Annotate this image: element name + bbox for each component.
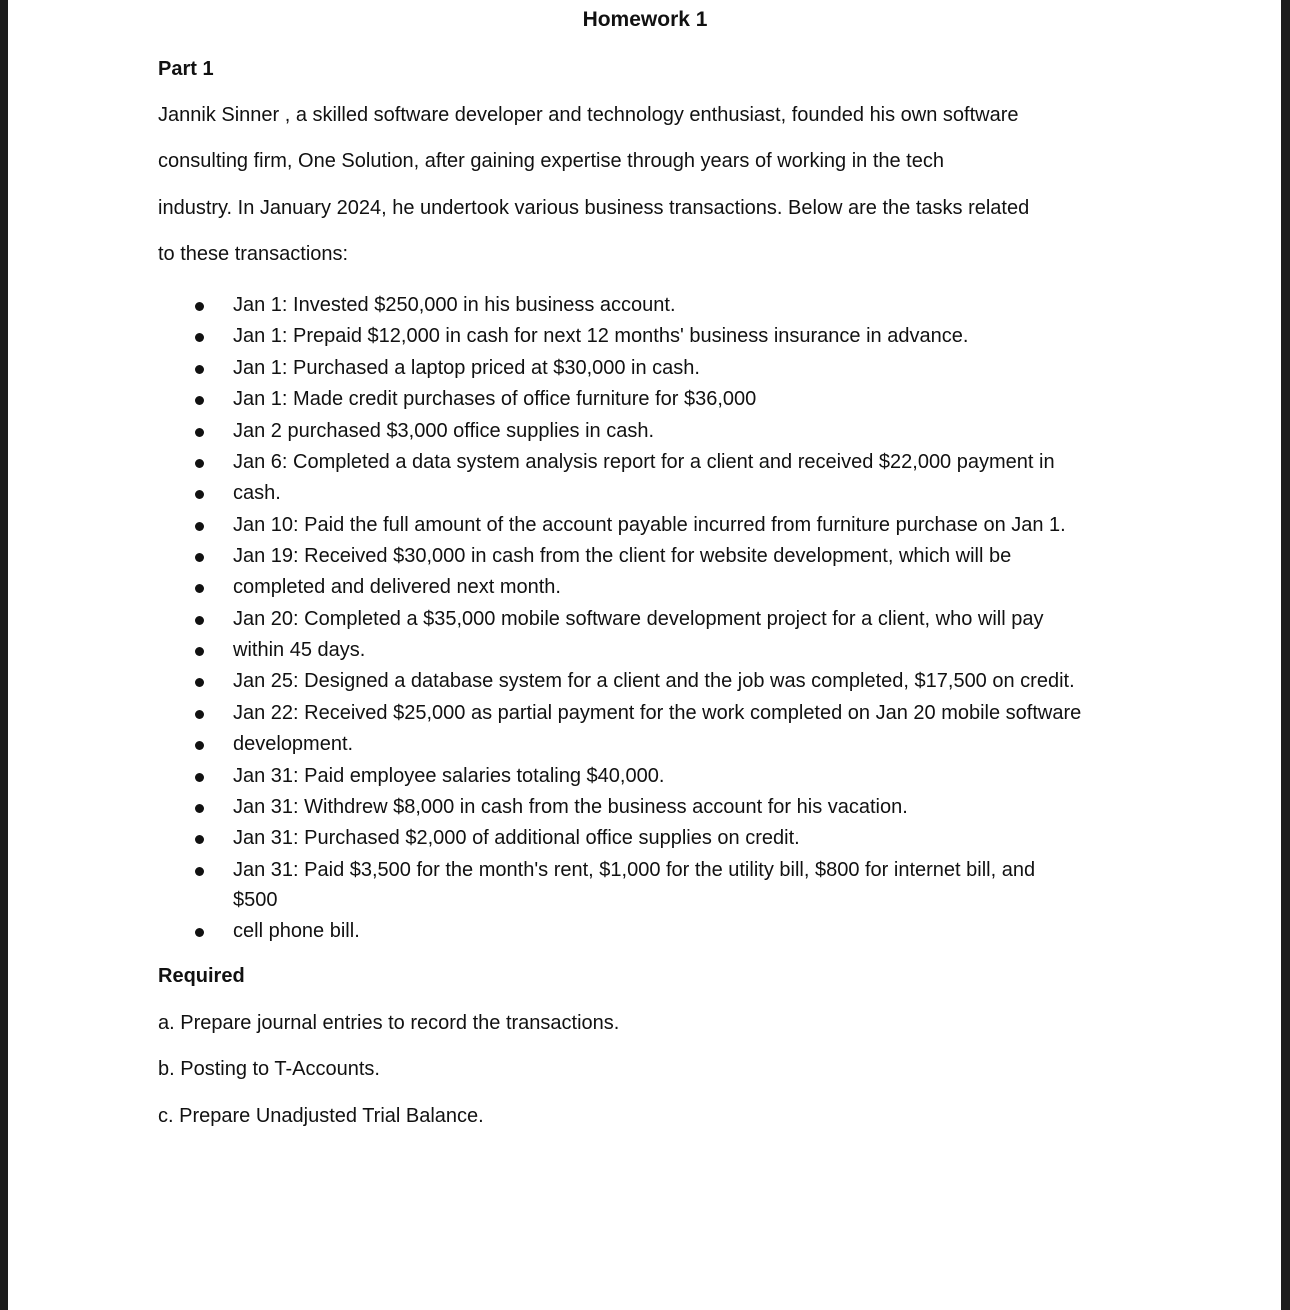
list-item xyxy=(195,729,1155,760)
list-item-text: Jan 1: Invested $250,000 in his business account. xyxy=(233,294,676,316)
required-item: b. Posting to T-Accounts. xyxy=(158,1058,380,1080)
list-item xyxy=(195,823,1155,854)
bullet-icon xyxy=(195,678,204,687)
bullet-icon xyxy=(195,710,204,719)
intro-line: to these transactions: xyxy=(158,243,349,265)
bullet-icon xyxy=(195,365,204,374)
list-item-text: Jan 20: Completed a $35,000 mobile software development project for a client, who will pay xyxy=(233,608,1044,630)
list-item-continuation: $500 xyxy=(233,889,278,911)
bullet-icon xyxy=(195,584,204,593)
list-item xyxy=(195,321,1155,352)
required-item: a. Prepare journal entries to record the transactions. xyxy=(158,1012,620,1034)
bullet-icon xyxy=(195,773,204,782)
list-item xyxy=(195,792,1155,823)
bullet-icon xyxy=(195,522,204,531)
list-item xyxy=(195,916,1155,947)
list-item-text: Jan 22: Received $25,000 as partial payment for the work completed on Jan 20 mobile software xyxy=(233,702,1082,724)
list-item-text: Jan 1: Made credit purchases of office furniture for $36,000 xyxy=(233,388,757,410)
bullet-icon xyxy=(195,835,204,844)
list-item-text: Jan 1: Prepaid $12,000 in cash for next 12 months' business insurance in advance. xyxy=(233,325,969,347)
bullet-icon xyxy=(195,616,204,625)
bullet-icon xyxy=(195,428,204,437)
required-heading: Required xyxy=(158,965,245,987)
document-title: Homework 1 xyxy=(582,8,708,31)
list-item-text: Jan 1: Purchased a laptop priced at $30,000 in cash. xyxy=(233,357,700,379)
bullet-icon xyxy=(195,333,204,342)
bullet-icon xyxy=(195,553,204,562)
list-item-text: completed and delivered next month. xyxy=(233,576,561,598)
bullet-icon xyxy=(195,302,204,311)
list-item xyxy=(195,478,1155,509)
list-item-text: Jan 31: Paid $3,500 for the month's rent, $1,000 for the utility bill, $800 for internet bill, and xyxy=(233,859,1036,881)
part-heading: Part 1 xyxy=(158,58,214,80)
list-item-text: Jan 6: Completed a data system analysis report for a client and received $22,000 payment in xyxy=(233,451,1055,473)
list-item xyxy=(195,761,1155,792)
list-item xyxy=(195,416,1155,447)
list-item-text: cash. xyxy=(233,482,281,504)
list-item xyxy=(195,698,1155,729)
intro-line: consulting firm, One Solution, after gaining expertise through years of working in the tech xyxy=(158,150,944,172)
list-item-text: Jan 19: Received $30,000 in cash from the client for website development, which will be xyxy=(233,545,1012,567)
bullet-icon xyxy=(195,459,204,468)
list-item xyxy=(195,353,1155,384)
list-item xyxy=(195,604,1155,635)
bullet-icon xyxy=(195,741,204,750)
list-item xyxy=(195,510,1155,541)
list-item-text: cell phone bill. xyxy=(233,920,360,942)
list-item xyxy=(195,572,1155,603)
bullet-icon xyxy=(195,396,204,405)
list-item-text: Jan 2 purchased $3,000 office supplies in cash. xyxy=(233,420,655,442)
list-item xyxy=(195,290,1155,321)
intro-line: industry. In January 2024, he undertook various business transactions. Below are the tasks related xyxy=(158,197,1030,219)
list-item xyxy=(195,855,1155,886)
list-item-text: Jan 25: Designed a database system for a client and the job was completed, $17,500 on credit. xyxy=(233,670,1075,692)
bullet-icon xyxy=(195,804,204,813)
list-item xyxy=(195,541,1155,572)
list-item xyxy=(195,384,1155,415)
list-item-text: within 45 days. xyxy=(233,639,366,661)
list-item xyxy=(195,666,1155,697)
bullet-icon xyxy=(195,928,204,937)
required-item: c. Prepare Unadjusted Trial Balance. xyxy=(158,1105,484,1127)
bullet-icon xyxy=(195,867,204,876)
list-item xyxy=(195,447,1155,478)
bullet-icon xyxy=(195,647,204,656)
list-item-text: Jan 31: Withdrew $8,000 in cash from the business account for his vacation. xyxy=(233,796,908,818)
list-item-text: development. xyxy=(233,733,354,755)
bullet-icon xyxy=(195,490,204,499)
list-item-text: Jan 10: Paid the full amount of the account payable incurred from furniture purchase on Jan 1. xyxy=(233,514,1066,536)
list-item xyxy=(195,635,1155,666)
list-item-text: Jan 31: Purchased $2,000 of additional office supplies on credit. xyxy=(233,827,800,849)
list-item-text: Jan 31: Paid employee salaries totaling $40,000. xyxy=(233,765,665,787)
intro-line: Jannik Sinner , a skilled software developer and technology enthusiast, founded his own software xyxy=(158,104,1019,126)
